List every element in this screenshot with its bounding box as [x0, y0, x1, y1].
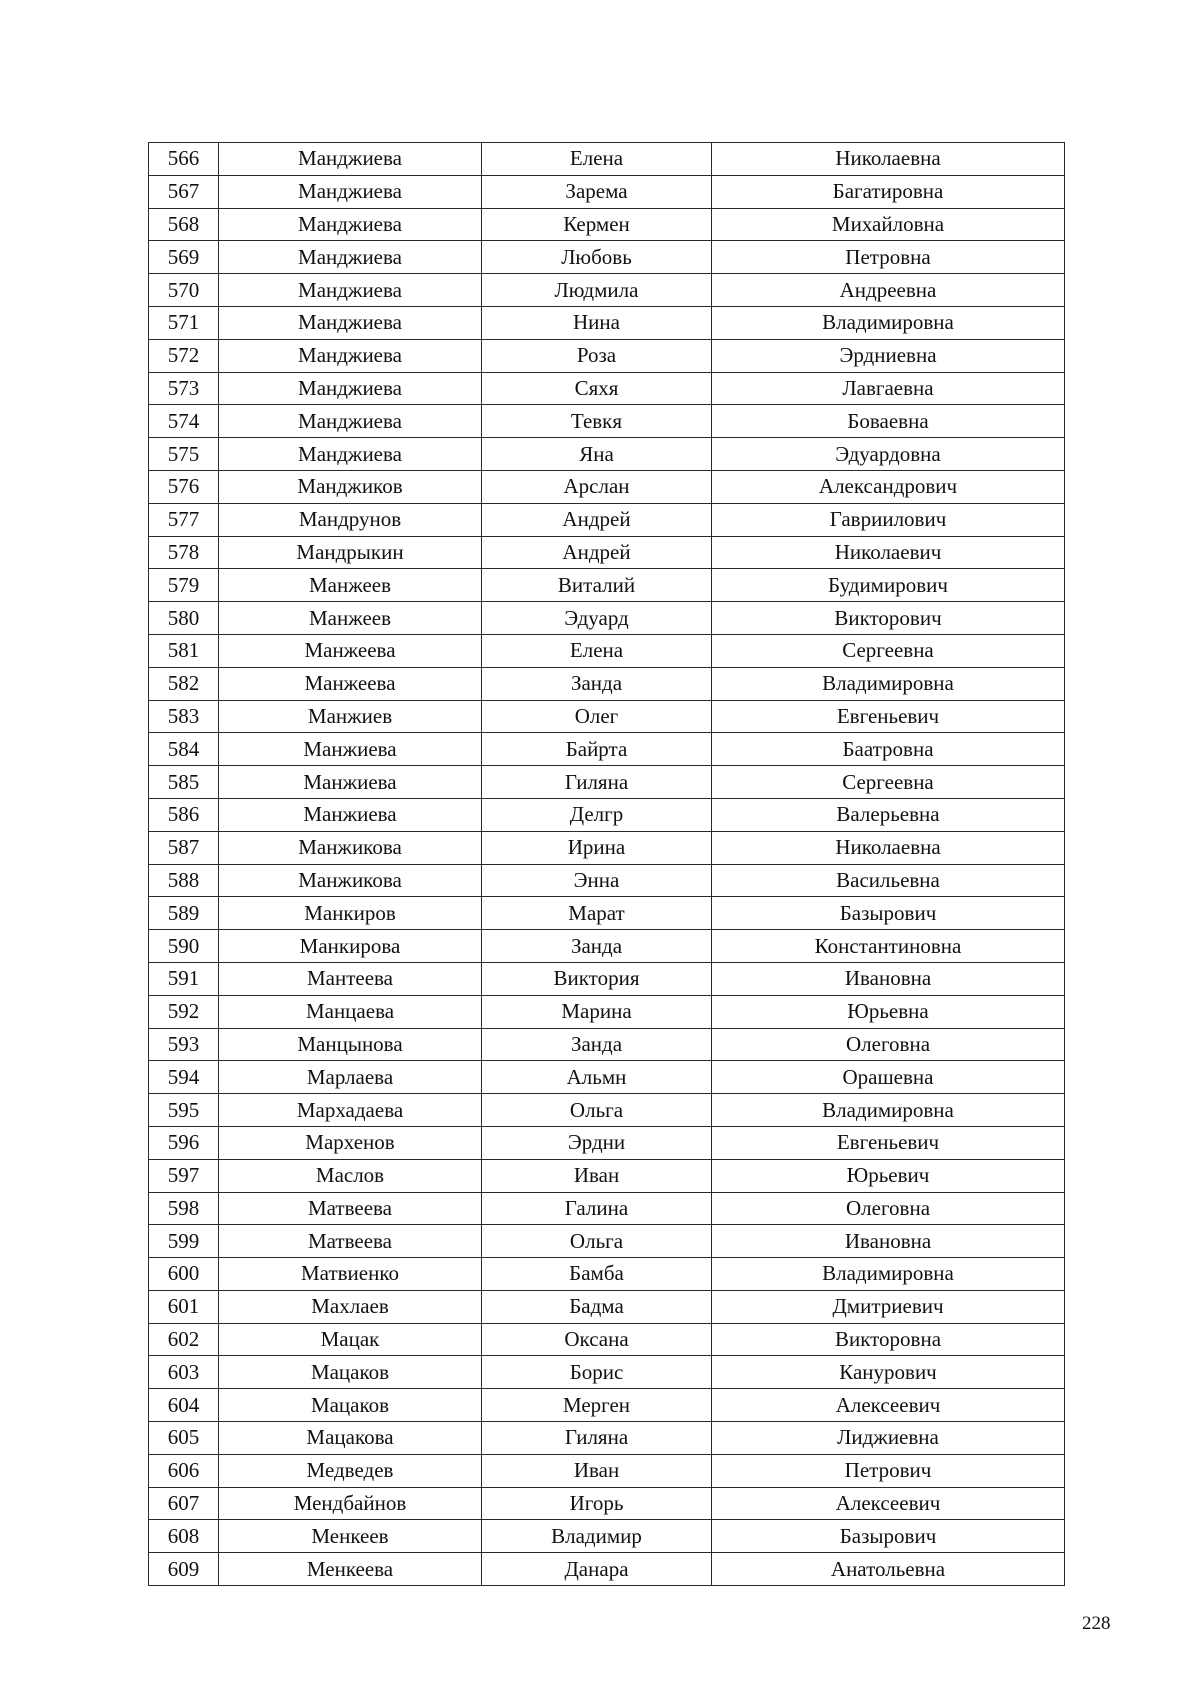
patronymic-cell: Анатольевна — [712, 1553, 1065, 1586]
row-number-cell: 568 — [149, 208, 219, 241]
table-row — [149, 831, 1065, 864]
row-number-cell: 595 — [149, 1094, 219, 1127]
patronymic-cell: Владимировна — [712, 1258, 1065, 1291]
table-row — [149, 798, 1065, 831]
surname-cell: Мацаков — [219, 1356, 482, 1389]
surname-cell: Маслов — [219, 1159, 482, 1192]
first-name-cell: Елена — [482, 143, 712, 176]
patronymic-cell: Канурович — [712, 1356, 1065, 1389]
surname-cell: Матвеева — [219, 1192, 482, 1225]
table-row — [149, 1028, 1065, 1061]
table-row — [149, 897, 1065, 930]
first-name-cell: Делгр — [482, 798, 712, 831]
row-number-cell: 583 — [149, 700, 219, 733]
surname-cell: Манжеев — [219, 569, 482, 602]
first-name-cell: Андрей — [482, 536, 712, 569]
patronymic-cell: Базырович — [712, 897, 1065, 930]
first-name-cell: Бамба — [482, 1258, 712, 1291]
surname-cell: Мандрыкин — [219, 536, 482, 569]
row-number-cell: 603 — [149, 1356, 219, 1389]
table-row — [149, 241, 1065, 274]
table-row — [149, 339, 1065, 372]
table-row — [149, 995, 1065, 1028]
row-number-cell: 577 — [149, 503, 219, 536]
row-number-cell: 587 — [149, 831, 219, 864]
surname-cell: Мантеева — [219, 962, 482, 995]
first-name-cell: Энна — [482, 864, 712, 897]
first-name-cell: Альмн — [482, 1061, 712, 1094]
patronymic-cell: Лиджиевна — [712, 1422, 1065, 1455]
patronymic-cell: Орашевна — [712, 1061, 1065, 1094]
first-name-cell: Галина — [482, 1192, 712, 1225]
surname-cell: Манджиева — [219, 339, 482, 372]
patronymic-cell: Владимировна — [712, 306, 1065, 339]
first-name-cell: Виктория — [482, 962, 712, 995]
surname-cell: Манджиева — [219, 143, 482, 176]
row-number-cell: 606 — [149, 1454, 219, 1487]
table-row — [149, 766, 1065, 799]
first-name-cell: Людмила — [482, 274, 712, 307]
first-name-cell: Ольга — [482, 1094, 712, 1127]
table-row — [149, 175, 1065, 208]
row-number-cell: 586 — [149, 798, 219, 831]
patronymic-cell: Николаевич — [712, 536, 1065, 569]
table-row — [149, 405, 1065, 438]
table-row — [149, 1422, 1065, 1455]
first-name-cell: Мерген — [482, 1389, 712, 1422]
table-row — [149, 536, 1065, 569]
table-row — [149, 1553, 1065, 1586]
row-number-cell: 580 — [149, 602, 219, 635]
row-number-cell: 569 — [149, 241, 219, 274]
row-number-cell: 572 — [149, 339, 219, 372]
table-row — [149, 1389, 1065, 1422]
table-row — [149, 1094, 1065, 1127]
first-name-cell: Борис — [482, 1356, 712, 1389]
patronymic-cell: Юрьевна — [712, 995, 1065, 1028]
surname-cell: Манджиева — [219, 405, 482, 438]
table-row — [149, 864, 1065, 897]
first-name-cell: Арслан — [482, 470, 712, 503]
table-row — [149, 1290, 1065, 1323]
surname-cell: Менкеева — [219, 1553, 482, 1586]
table-row — [149, 438, 1065, 471]
surname-cell: Манджиева — [219, 175, 482, 208]
row-number-cell: 605 — [149, 1422, 219, 1455]
patronymic-cell: Боваевна — [712, 405, 1065, 438]
first-name-cell: Игорь — [482, 1487, 712, 1520]
first-name-cell: Занда — [482, 930, 712, 963]
table-row — [149, 1225, 1065, 1258]
table-row — [149, 602, 1065, 635]
surname-cell: Мархадаева — [219, 1094, 482, 1127]
first-name-cell: Байрта — [482, 733, 712, 766]
surname-cell: Манжиева — [219, 766, 482, 799]
first-name-cell: Тевкя — [482, 405, 712, 438]
row-number-cell: 592 — [149, 995, 219, 1028]
first-name-cell: Роза — [482, 339, 712, 372]
surname-cell: Мацакова — [219, 1422, 482, 1455]
first-name-cell: Владимир — [482, 1520, 712, 1553]
surname-cell: Махлаев — [219, 1290, 482, 1323]
patronymic-cell: Ивановна — [712, 962, 1065, 995]
patronymic-cell: Эдуардовна — [712, 438, 1065, 471]
patronymic-cell: Гавриилович — [712, 503, 1065, 536]
surname-cell: Марлаева — [219, 1061, 482, 1094]
row-number-cell: 576 — [149, 470, 219, 503]
patronymic-cell: Петровна — [712, 241, 1065, 274]
patronymic-cell: Евгеньевич — [712, 700, 1065, 733]
table-row — [149, 1159, 1065, 1192]
table-row — [149, 962, 1065, 995]
first-name-cell: Олег — [482, 700, 712, 733]
first-name-cell: Кермен — [482, 208, 712, 241]
first-name-cell: Занда — [482, 1028, 712, 1061]
table-row — [149, 470, 1065, 503]
surname-cell: Матвеева — [219, 1225, 482, 1258]
row-number-cell: 578 — [149, 536, 219, 569]
row-number-cell: 588 — [149, 864, 219, 897]
patronymic-cell: Алексеевич — [712, 1487, 1065, 1520]
patronymic-cell: Евгеньевич — [712, 1126, 1065, 1159]
patronymic-cell: Васильевна — [712, 864, 1065, 897]
patronymic-cell: Сергеевна — [712, 766, 1065, 799]
patronymic-cell: Багатировна — [712, 175, 1065, 208]
first-name-cell: Бадма — [482, 1290, 712, 1323]
row-number-cell: 591 — [149, 962, 219, 995]
table-row — [149, 503, 1065, 536]
table-row — [149, 274, 1065, 307]
surname-cell: Менкеев — [219, 1520, 482, 1553]
surname-cell: Манжикова — [219, 831, 482, 864]
patronymic-cell: Викторовна — [712, 1323, 1065, 1356]
patronymic-cell: Базырович — [712, 1520, 1065, 1553]
row-number-cell: 607 — [149, 1487, 219, 1520]
surname-cell: Манжеев — [219, 602, 482, 635]
surname-cell: Манжиева — [219, 798, 482, 831]
first-name-cell: Любовь — [482, 241, 712, 274]
surname-cell: Манкирова — [219, 930, 482, 963]
row-number-cell: 590 — [149, 930, 219, 963]
first-name-cell: Елена — [482, 634, 712, 667]
surname-cell: Манцаева — [219, 995, 482, 1028]
page-number: 228 — [1082, 1613, 1111, 1634]
first-name-cell: Сяхя — [482, 372, 712, 405]
surname-cell: Манжеева — [219, 667, 482, 700]
row-number-cell: 608 — [149, 1520, 219, 1553]
patronymic-cell: Лавгаевна — [712, 372, 1065, 405]
surname-cell: Манджиева — [219, 438, 482, 471]
surname-cell: Манджиева — [219, 372, 482, 405]
table-row — [149, 1126, 1065, 1159]
surname-cell: Манджиков — [219, 470, 482, 503]
row-number-cell: 574 — [149, 405, 219, 438]
row-number-cell: 579 — [149, 569, 219, 602]
row-number-cell: 566 — [149, 143, 219, 176]
row-number-cell: 601 — [149, 1290, 219, 1323]
patronymic-cell: Викторович — [712, 602, 1065, 635]
row-number-cell: 597 — [149, 1159, 219, 1192]
table-row — [149, 1323, 1065, 1356]
row-number-cell: 589 — [149, 897, 219, 930]
first-name-cell: Гиляна — [482, 1422, 712, 1455]
table-row — [149, 372, 1065, 405]
row-number-cell: 596 — [149, 1126, 219, 1159]
row-number-cell: 571 — [149, 306, 219, 339]
first-name-cell: Эрдни — [482, 1126, 712, 1159]
surname-cell: Манджиева — [219, 208, 482, 241]
table-row — [149, 208, 1065, 241]
first-name-cell: Зарема — [482, 175, 712, 208]
row-number-cell: 602 — [149, 1323, 219, 1356]
patronymic-cell: Алексеевич — [712, 1389, 1065, 1422]
first-name-cell: Занда — [482, 667, 712, 700]
surname-cell: Мендбайнов — [219, 1487, 482, 1520]
surname-cell: Мацак — [219, 1323, 482, 1356]
patronymic-cell: Дмитриевич — [712, 1290, 1065, 1323]
patronymic-cell: Николаевна — [712, 831, 1065, 864]
first-name-cell: Иван — [482, 1454, 712, 1487]
row-number-cell: 581 — [149, 634, 219, 667]
table-row — [149, 1487, 1065, 1520]
table-row — [149, 1061, 1065, 1094]
first-name-cell: Данара — [482, 1553, 712, 1586]
name-table-body — [149, 143, 1065, 1586]
patronymic-cell: Эрдниевна — [712, 339, 1065, 372]
surname-cell: Медведев — [219, 1454, 482, 1487]
patronymic-cell: Андреевна — [712, 274, 1065, 307]
surname-cell: Мархенов — [219, 1126, 482, 1159]
first-name-cell: Марат — [482, 897, 712, 930]
surname-cell: Манкиров — [219, 897, 482, 930]
patronymic-cell: Будимирович — [712, 569, 1065, 602]
patronymic-cell: Олеговна — [712, 1192, 1065, 1225]
surname-cell: Мацаков — [219, 1389, 482, 1422]
patronymic-cell: Валерьевна — [712, 798, 1065, 831]
table-row — [149, 700, 1065, 733]
first-name-cell: Оксана — [482, 1323, 712, 1356]
surname-cell: Манджиева — [219, 306, 482, 339]
row-number-cell: 609 — [149, 1553, 219, 1586]
table-row — [149, 1520, 1065, 1553]
row-number-cell: 584 — [149, 733, 219, 766]
table-row — [149, 733, 1065, 766]
patronymic-cell: Сергеевна — [712, 634, 1065, 667]
first-name-cell: Эдуард — [482, 602, 712, 635]
patronymic-cell: Петрович — [712, 1454, 1065, 1487]
surname-cell: Манжиева — [219, 733, 482, 766]
first-name-cell: Яна — [482, 438, 712, 471]
table-row — [149, 667, 1065, 700]
table-row — [149, 569, 1065, 602]
table-row — [149, 1356, 1065, 1389]
patronymic-cell: Владимировна — [712, 667, 1065, 700]
patronymic-cell: Владимировна — [712, 1094, 1065, 1127]
first-name-cell: Ольга — [482, 1225, 712, 1258]
row-number-cell: 582 — [149, 667, 219, 700]
surname-cell: Манцынова — [219, 1028, 482, 1061]
first-name-cell: Виталий — [482, 569, 712, 602]
row-number-cell: 600 — [149, 1258, 219, 1291]
row-number-cell: 598 — [149, 1192, 219, 1225]
patronymic-cell: Ивановна — [712, 1225, 1065, 1258]
row-number-cell: 599 — [149, 1225, 219, 1258]
first-name-cell: Ирина — [482, 831, 712, 864]
table-row — [149, 306, 1065, 339]
first-name-cell: Гиляна — [482, 766, 712, 799]
patronymic-cell: Николаевна — [712, 143, 1065, 176]
table-row — [149, 1454, 1065, 1487]
patronymic-cell: Михайловна — [712, 208, 1065, 241]
table-row — [149, 1258, 1065, 1291]
patronymic-cell: Александрович — [712, 470, 1065, 503]
row-number-cell: 604 — [149, 1389, 219, 1422]
row-number-cell: 570 — [149, 274, 219, 307]
table-row — [149, 1192, 1065, 1225]
row-number-cell: 593 — [149, 1028, 219, 1061]
row-number-cell: 573 — [149, 372, 219, 405]
row-number-cell: 585 — [149, 766, 219, 799]
row-number-cell: 575 — [149, 438, 219, 471]
patronymic-cell: Олеговна — [712, 1028, 1065, 1061]
first-name-cell: Андрей — [482, 503, 712, 536]
patronymic-cell: Баатровна — [712, 733, 1065, 766]
patronymic-cell: Константиновна — [712, 930, 1065, 963]
patronymic-cell: Юрьевич — [712, 1159, 1065, 1192]
surname-cell: Манжеева — [219, 634, 482, 667]
name-table — [148, 142, 1065, 1586]
surname-cell: Манжикова — [219, 864, 482, 897]
row-number-cell: 567 — [149, 175, 219, 208]
table-row — [149, 634, 1065, 667]
surname-cell: Матвиенко — [219, 1258, 482, 1291]
table-row — [149, 930, 1065, 963]
first-name-cell: Иван — [482, 1159, 712, 1192]
surname-cell: Манджиева — [219, 274, 482, 307]
first-name-cell: Нина — [482, 306, 712, 339]
table-row — [149, 143, 1065, 176]
first-name-cell: Марина — [482, 995, 712, 1028]
surname-cell: Манджиева — [219, 241, 482, 274]
surname-cell: Манжиев — [219, 700, 482, 733]
surname-cell: Мандрунов — [219, 503, 482, 536]
row-number-cell: 594 — [149, 1061, 219, 1094]
